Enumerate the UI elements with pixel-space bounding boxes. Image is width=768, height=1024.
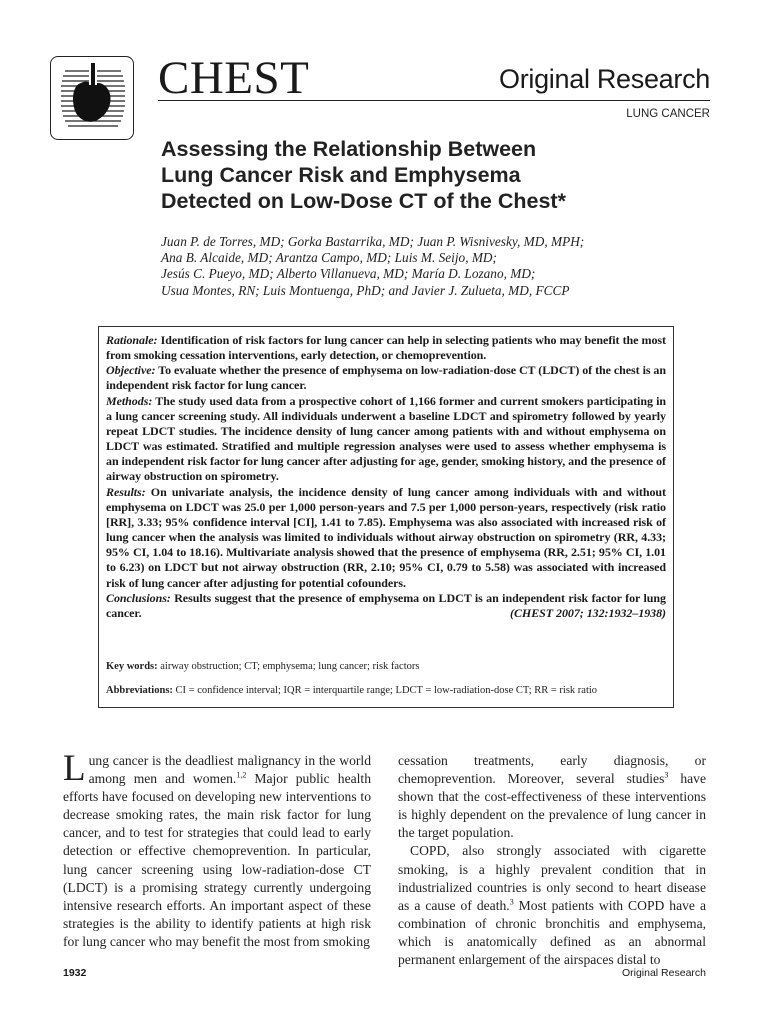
abstract-body: On univariate analysis, the incidence density of lung cancer among individuals with and without emphysema on LDCT was 25.0 per 1,000 person-years and 7.5 per 1,000 person-years, respectively (risk ratio [RR], 3.33; 95% confidence interval [CI], 1.41 to 7.85). Emphysema was also associated with increased risk of lung cancer when the analysis was limited to individuals without airway obstruction on spirometry (RR, 4.33; 95% CI, 1.04 to 18.16). Multivariate analysis showed that the presence of emphysema (RR, 2.51; 95% CI, 1.01 to 6.23) on LDCT but not airway obstruction (RR, 2.10; 95% CI, 0.79 to 5.58) was associated with increased risk of lung cancer after adjusting for potential cofounders. bbox=[106, 484, 667, 590]
author-line: Ana B. Alcaide, MD; Arantza Campo, MD; Luis M. Seijo, MD; bbox=[161, 250, 497, 266]
author-line: Usua Montes, RN; Luis Montuenga, PhD; and Javier J. Zulueta, MD, FCCP bbox=[161, 282, 570, 298]
abbreviations-label: Abbreviations: bbox=[106, 685, 173, 696]
article-type: Original Research bbox=[499, 64, 710, 94]
keywords bbox=[106, 660, 672, 673]
abbreviations-text: CI = confidence interval; IQR = interquartile range; LDCT = low-radiation-dose CT; RR = risk ratio bbox=[175, 685, 598, 696]
body-column-right bbox=[398, 752, 706, 969]
keywords-text: airway obstruction; CT; emphysema; lung cancer; risk factors bbox=[160, 661, 420, 672]
abstract-objective bbox=[106, 363, 666, 393]
body-text: ung cancer is the deadliest malignancy in the world among men and women. bbox=[88, 753, 371, 787]
abstract-label: Objective: bbox=[106, 363, 156, 378]
author-list bbox=[161, 234, 721, 299]
chest-logo-graphic bbox=[51, 57, 135, 141]
body-paragraph bbox=[63, 748, 371, 951]
abstract-body: The study used data from a prospective cohort of 1,166 former and current smokers participating in a lung cancer screening study. All individuals underwent a baseline LDCT and spirometry followed by yearly repeat LDCT studies. The incidence density of lung cancer among patients with and without emphysema on LDCT was estimated. Stratified and multiple regression analyses were used to assess whether emphysema is an independent risk factor for lung cancer after adjusting for age, gender, smoking history, and the presence of airway obstruction on spirometry. bbox=[106, 393, 667, 484]
body-text: have shown that the cost-effectiveness of these interventions is highly dependent on the prevalence of lung cancer in the target population. bbox=[398, 771, 707, 841]
abstract-rationale bbox=[106, 333, 666, 363]
footer-section: Original Research bbox=[621, 967, 706, 979]
abstract-label: Methods: bbox=[106, 393, 153, 408]
body-text: Major public health efforts have focused on developing new interventions to decrease smoking rates, the main risk factor for lung cancer, and to test for strategies that could lead to early detection or effective chemoprevention. In particular, lung cancer screening using low-radiation-dose CT (LDCT) is a promising strategy currently undergoing intensive research efforts. An important aspect of these strategies is the ability to identify patients at high risk for lung cancer who may benefit the most from smoking bbox=[63, 771, 371, 949]
body-text: COPD, also strongly associated with cigarette smoking, is a highly prevalent condition that in industrialized countries is only second to heart disease as a cause of death. bbox=[398, 843, 706, 913]
abstract-results bbox=[106, 485, 666, 591]
reference-marker[interactable]: 3 bbox=[509, 897, 514, 907]
reference-marker[interactable]: 1,2 bbox=[236, 770, 247, 780]
author-line: Juan P. de Torres, MD; Gorka Bastarrika, MD; Juan P. Wisnivesky, MD, MPH; bbox=[161, 234, 585, 249]
body-text: Most patients with COPD have a combination of chronic bronchitis and emphysema, which is anatomically defined as an abnormal permanent enlargement of the airspaces distal to bbox=[398, 897, 706, 968]
abstract-methods bbox=[106, 394, 666, 485]
abstract-body: Identification of risk factors for lung cancer can help in selecting patients who may benefit the most from smoking cessation interventions, early detection, or chemoprevention. bbox=[106, 333, 666, 363]
abstract bbox=[106, 333, 666, 621]
body-paragraph bbox=[398, 842, 706, 969]
reference-marker[interactable]: 3 bbox=[664, 770, 669, 780]
body-paragraph bbox=[398, 752, 706, 842]
section-label: LUNG CANCER bbox=[626, 108, 710, 120]
keywords-label: Key words: bbox=[106, 661, 158, 672]
body-text: cessation treatments, early diagnosis, or chemoprevention. Moreover, several studies bbox=[398, 753, 706, 787]
body-column-left bbox=[63, 748, 371, 951]
abstract-label: Rationale: bbox=[106, 333, 158, 347]
abstract-body: To evaluate whether the presence of emphysema on low-radiation-dose CT (LDCT) of the chest is an independent risk factor for lung cancer. bbox=[106, 363, 667, 393]
article-title: Assessing the Relationship Between Lung Cancer Risk and Emphysema Detected on Low-Dose CT of the Chest* bbox=[161, 137, 566, 213]
abbreviations bbox=[106, 684, 672, 697]
abstract-body: Results suggest that the presence of emphysema on LDCT is an independent risk factor for lung cancer. bbox=[106, 590, 666, 620]
journal-name: CHEST bbox=[158, 52, 310, 104]
chest-journal-logo-icon bbox=[50, 56, 134, 140]
abstract-label: Conclusions: bbox=[106, 590, 171, 605]
abstract-conclusions bbox=[106, 591, 666, 621]
page-number: 1932 bbox=[63, 967, 87, 979]
abstract-label: Results: bbox=[106, 484, 146, 499]
drop-cap: L bbox=[63, 748, 86, 789]
author-line: Jesús C. Pueyo, MD; Alberto Villanueva, MD; María D. Lozano, MD; bbox=[161, 266, 536, 282]
citation: (CHEST 2007; 132:1932–1938) bbox=[510, 605, 666, 620]
header-divider bbox=[158, 100, 710, 101]
